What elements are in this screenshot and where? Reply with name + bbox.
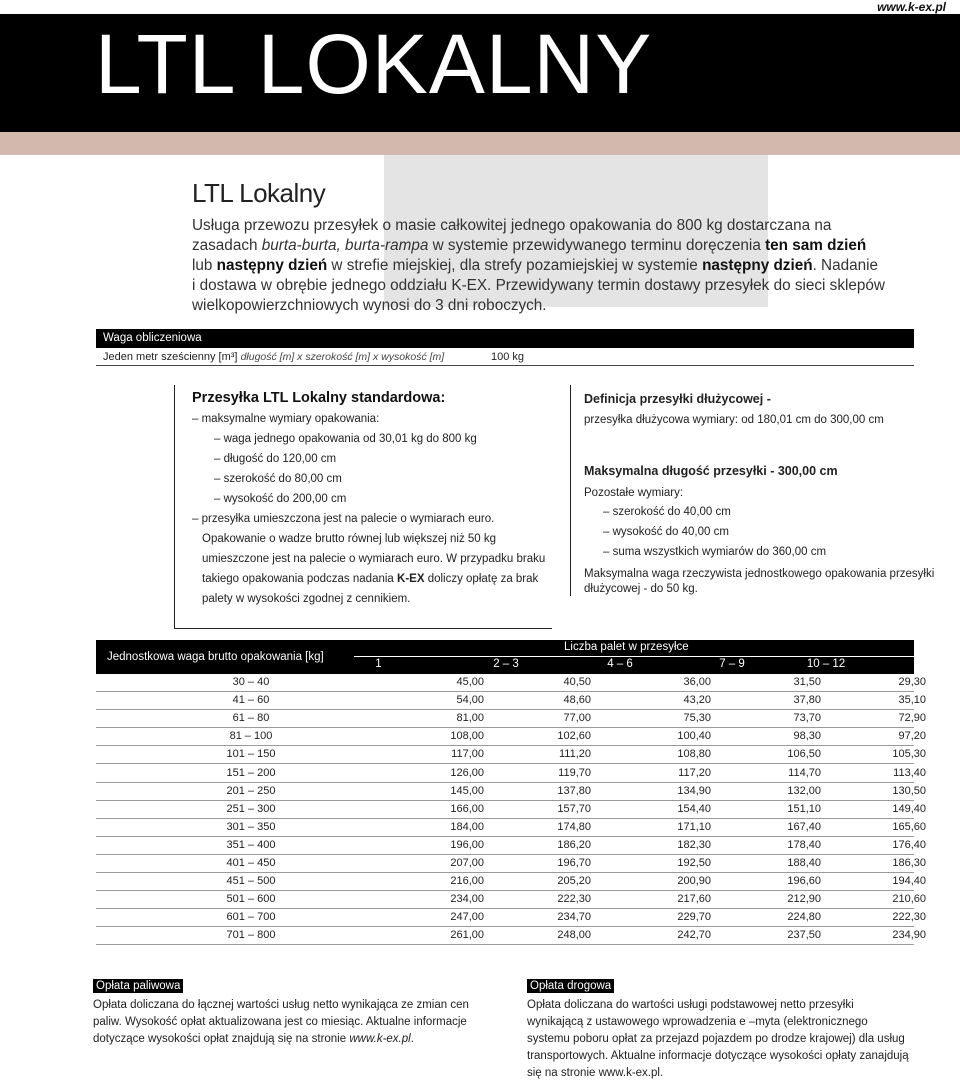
long-title: Definicja przesyłki dłużycowej - bbox=[584, 392, 771, 406]
price-cell: 184,00 bbox=[450, 820, 484, 833]
price-cell: 167,40 bbox=[787, 820, 821, 833]
standard-item: – przesyłka umieszczona jest na palecie o wymiarach euro. bbox=[192, 513, 495, 525]
price-cell: 178,40 bbox=[787, 838, 821, 851]
fuel-text: Opłata doliczana do łącznej wartości usług netto wynikająca ze zmian cen paliw. Wysokość opłat aktualizowana jest co miesiąc. Aktualne informacje dotyczące wysokości opłat znajdują się na stronie www.k-ex.pl. bbox=[93, 999, 469, 1045]
price-cell: 119,70 bbox=[558, 766, 591, 779]
weight-range-cell: 351 – 400 bbox=[226, 838, 276, 851]
long-item: – szerokość do 40,00 cm bbox=[603, 506, 731, 518]
price-cell: 108,00 bbox=[450, 730, 484, 743]
accent-band bbox=[0, 132, 960, 155]
long-definition: przesyłka dłużycowa wymiary: od 180,01 cm do 300,00 cm bbox=[584, 414, 884, 426]
website-url[interactable]: www.k-ex.pl bbox=[877, 0, 946, 14]
column-header: 2 – 3 bbox=[493, 658, 519, 670]
price-cell: 100,40 bbox=[677, 730, 711, 743]
price-cell: 73,70 bbox=[793, 712, 821, 725]
table-row bbox=[96, 927, 926, 945]
weight-range-cell: 201 – 250 bbox=[226, 784, 276, 797]
column-header: 1 bbox=[375, 658, 382, 670]
price-cell: 48,60 bbox=[563, 694, 591, 707]
price-cell: 149,40 bbox=[892, 802, 926, 815]
weight-range-cell: 701 – 800 bbox=[226, 929, 276, 942]
road-title: Opłata drogowa bbox=[527, 976, 614, 994]
table-row bbox=[96, 909, 926, 927]
weight-range-cell: 251 – 300 bbox=[226, 802, 276, 815]
column-header: 10 – 12 bbox=[806, 658, 846, 670]
price-cell: 229,70 bbox=[677, 911, 711, 924]
standard-item: – wysokość do 200,00 cm bbox=[214, 493, 347, 505]
price-cell: 186,30 bbox=[892, 857, 926, 869]
weight-range-cell: 301 – 350 bbox=[226, 820, 276, 833]
price-cell: 81,00 bbox=[456, 712, 484, 725]
price-cell: 35,10 bbox=[898, 694, 926, 707]
price-cell: 196,60 bbox=[787, 875, 821, 888]
long-note: Maksymalna waga rzeczywista jednostkowego opakowania przesyłki bbox=[584, 568, 935, 580]
table-row bbox=[96, 837, 926, 855]
weight-range-cell: 30 – 40 bbox=[232, 676, 270, 688]
table-row bbox=[96, 674, 926, 692]
price-cell: 210,60 bbox=[892, 893, 926, 906]
price-cell: 194,40 bbox=[892, 875, 926, 888]
intro-paragraph: Usługa przewozu przesyłek o masie całkowitej jednego opakowania do 800 kg dostarczana na zasadach burta-burta, burta-rampa w systemie przewidywanego terminu doręczenia ten sam dzień lub następny dzień w strefie miejskiej, dla strefy pozamiejskiej w systemie następny dzień. Nadanie i dostawa w obrębie jednego oddziału K-EX. Przewidywany termin dostawy przesyłek do sieci sklepów wielkopowierzchniowych wynosi do 3 dni roboczych. bbox=[192, 217, 885, 314]
price-cell: 154,40 bbox=[677, 802, 711, 815]
price-cell: 134,90 bbox=[677, 784, 711, 797]
standard-item: – maksymalne wymiary opakowania: bbox=[192, 413, 380, 425]
price-cell: 188,40 bbox=[787, 857, 821, 869]
price-cell: 207,00 bbox=[450, 857, 484, 869]
price-cell: 36,00 bbox=[683, 676, 711, 688]
weight-range-cell: 61 – 80 bbox=[232, 712, 270, 725]
table-row bbox=[96, 710, 926, 728]
page-title: LTL LOKALNY bbox=[95, 17, 653, 111]
price-cell: 145,00 bbox=[450, 784, 484, 797]
price-cell: 222,30 bbox=[557, 893, 591, 906]
price-cell: 217,60 bbox=[677, 893, 711, 906]
table-row bbox=[96, 692, 926, 710]
price-cell: 234,00 bbox=[450, 893, 484, 906]
price-cell: 72,90 bbox=[898, 712, 926, 725]
price-cell: 196,70 bbox=[557, 857, 591, 869]
standard-item: – waga jednego opakowania od 30,01 kg do 800 kg bbox=[214, 433, 477, 445]
price-cell: 77,00 bbox=[563, 712, 591, 725]
price-cell: 237,50 bbox=[787, 929, 821, 942]
price-cell: 186,20 bbox=[557, 838, 591, 851]
price-cell: 130,50 bbox=[892, 784, 926, 797]
standard-title: Przesyłka LTL Lokalny standardowa: bbox=[192, 390, 446, 406]
price-cell: 165,60 bbox=[892, 820, 926, 833]
table-header bbox=[96, 640, 914, 674]
price-cell: 111,20 bbox=[558, 748, 591, 761]
price-cell: 108,80 bbox=[677, 748, 711, 761]
column-group-header: Liczba palet w przesyłce bbox=[564, 641, 689, 653]
price-cell: 132,00 bbox=[787, 784, 821, 797]
price-cell: 113,40 bbox=[893, 766, 926, 779]
price-cell: 43,20 bbox=[683, 694, 711, 707]
standard-note: palety w wysokości zgodnej z cennikiem. bbox=[202, 593, 411, 605]
road-text: Opłata doliczana do wartości usługi podstawowej netto przesyłki wynikającą z ustawowego wprowadzenia e –myta (elektronicznego systemu poboru opłat za przejazd pojazdem po drodze krajowej) dla usług transportowych. Aktualne informacje dotyczące wysokości opłaty zanajdują się na stronie www.k-ex.pl. bbox=[527, 999, 909, 1079]
price-cell: 97,20 bbox=[898, 730, 926, 743]
price-cell: 117,00 bbox=[451, 748, 484, 761]
price-cell: 222,30 bbox=[892, 911, 926, 924]
price-cell: 137,80 bbox=[557, 784, 591, 797]
price-cell: 224,80 bbox=[787, 911, 821, 924]
table-row bbox=[96, 873, 926, 891]
price-cell: 261,00 bbox=[450, 929, 484, 942]
weight-range-cell: 451 – 500 bbox=[226, 875, 276, 888]
price-cell: 105,30 bbox=[892, 748, 926, 761]
price-cell: 234,90 bbox=[892, 929, 926, 942]
standard-item: – szerokość do 80,00 cm bbox=[214, 473, 342, 485]
waga-value: 100 kg bbox=[491, 351, 525, 363]
table-row bbox=[96, 765, 926, 783]
long-item: – suma wszystkich wymiarów do 360,00 cm bbox=[603, 546, 827, 558]
price-cell: 157,70 bbox=[557, 802, 591, 815]
price-cell: 242,70 bbox=[677, 929, 711, 942]
price-cell: 45,00 bbox=[456, 676, 484, 688]
price-cell: 126,00 bbox=[450, 766, 484, 779]
column-header: 4 – 6 bbox=[607, 658, 633, 670]
price-cell: 216,00 bbox=[450, 875, 484, 888]
table-row bbox=[96, 819, 926, 837]
price-cell: 192,50 bbox=[677, 857, 711, 869]
column-header-weight: Jednostkowa waga brutto opakowania [kg] bbox=[107, 651, 324, 663]
price-cell: 29,30 bbox=[898, 676, 926, 688]
table-row bbox=[96, 855, 926, 873]
price-cell: 75,30 bbox=[683, 712, 711, 725]
weight-range-cell: 81 – 100 bbox=[229, 730, 273, 743]
price-cell: 212,90 bbox=[787, 893, 821, 906]
price-cell: 114,70 bbox=[788, 766, 821, 779]
long-note: dłużycowej - do 50 kg. bbox=[584, 583, 698, 595]
standard-note: umieszczone jest na palecie o wymiarach euro. W przypadku braku bbox=[202, 553, 546, 565]
standard-note: Opakowanie o wadze brutto równej lub większej niż 50 kg bbox=[202, 533, 497, 545]
price-cell: 117,20 bbox=[678, 766, 711, 779]
weight-range-cell: 101 – 150 bbox=[226, 748, 276, 761]
table-row bbox=[96, 891, 926, 909]
weight-range-cell: 601 – 700 bbox=[226, 911, 276, 924]
price-cell: 106,50 bbox=[787, 748, 821, 761]
price-cell: 37,80 bbox=[793, 694, 821, 707]
weight-range-cell: 401 – 450 bbox=[226, 857, 276, 869]
price-cell: 102,60 bbox=[557, 730, 591, 743]
price-cell: 248,00 bbox=[557, 929, 591, 942]
long-max-title: Maksymalna długość przesyłki - 300,00 cm bbox=[584, 464, 838, 478]
table-row bbox=[96, 746, 926, 764]
section-title: LTL Lokalny bbox=[192, 178, 326, 208]
weight-range-cell: 151 – 200 bbox=[226, 766, 276, 779]
price-cell: 174,80 bbox=[557, 820, 591, 833]
weight-range-cell: 501 – 600 bbox=[226, 893, 276, 906]
price-cell: 31,50 bbox=[793, 676, 821, 688]
column-header: 7 – 9 bbox=[719, 658, 745, 670]
price-cell: 151,10 bbox=[787, 802, 821, 815]
fuel-title: Opłata paliwowa bbox=[93, 976, 183, 994]
price-cell: 234,70 bbox=[557, 911, 591, 924]
standard-note: takiego opakowania podczas nadania K-EX doliczy opłatę za brak bbox=[202, 573, 539, 585]
header-divider bbox=[354, 656, 914, 657]
table-row bbox=[96, 728, 926, 746]
long-item: – wysokość do 40,00 cm bbox=[603, 526, 729, 538]
price-cell: 176,40 bbox=[892, 838, 926, 851]
price-cell: 40,50 bbox=[563, 676, 591, 688]
table-row bbox=[96, 783, 926, 801]
price-cell: 166,00 bbox=[450, 802, 484, 815]
long-other: Pozostałe wymiary: bbox=[584, 487, 684, 499]
price-cell: 171,10 bbox=[677, 820, 711, 833]
table-row bbox=[96, 801, 926, 819]
weight-range-cell: 41 – 60 bbox=[232, 694, 270, 707]
price-cell: 54,00 bbox=[456, 694, 484, 707]
price-cell: 200,90 bbox=[677, 875, 711, 888]
price-cell: 205,20 bbox=[557, 875, 591, 888]
price-cell: 196,00 bbox=[450, 838, 484, 851]
price-cell: 182,30 bbox=[677, 838, 711, 851]
price-cell: 98,30 bbox=[793, 730, 821, 743]
waga-row: Jeden metr sześcienny [m³] długość [m] x szerokość [m] x wysokość [m] 100 kg bbox=[96, 349, 914, 366]
price-cell: 247,00 bbox=[450, 911, 484, 924]
standard-item: – długość do 120,00 cm bbox=[214, 453, 337, 465]
waga-header: Waga obliczeniowa bbox=[96, 329, 914, 348]
